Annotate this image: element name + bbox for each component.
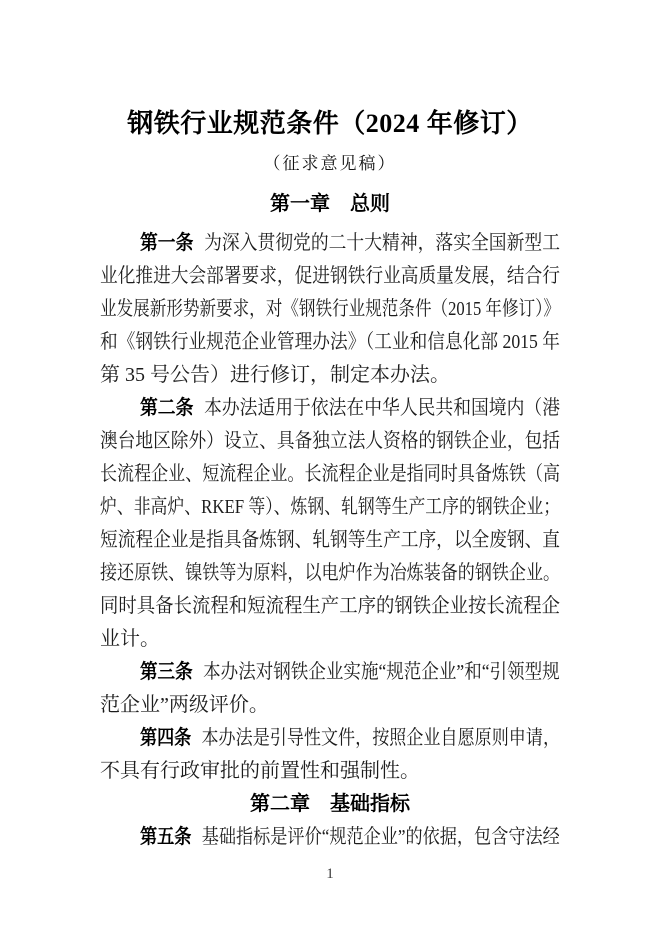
line-text: 炉、非高炉、RKEF 等）、炼钢、轧钢等生产工序的钢铁企业；	[100, 496, 560, 518]
text-line	[100, 227, 560, 260]
text-line	[100, 392, 560, 425]
text-line	[100, 326, 560, 359]
text-line	[100, 722, 560, 755]
line-text	[140, 392, 560, 425]
text-line	[100, 821, 560, 854]
line-text: 业计。	[100, 628, 160, 650]
article-2-text: 本办法适用于依法在中华人民共和国境内（港	[204, 397, 560, 419]
article-5	[100, 821, 560, 854]
line-text: 接还原铁、镍铁等为原料，以电炉作为冶炼装备的钢铁企业。	[100, 562, 560, 584]
line-text	[140, 821, 560, 854]
line-text: 业化推进大会部署要求，促进钢铁行业高质量发展，结合行	[100, 265, 560, 287]
article-4-text: 本办法是引导性文件，按照企业自愿原则申请，	[201, 727, 560, 749]
text-line	[100, 656, 560, 689]
text-line	[100, 590, 560, 623]
text-line	[100, 524, 560, 557]
line-text: 长流程企业、短流程企业。长流程企业是指同时具备炼铁（高	[100, 463, 560, 485]
article-5-term: 第五条	[140, 826, 192, 848]
text-line	[100, 491, 560, 524]
line-text: 范企业”两级评价。	[100, 694, 269, 716]
document-page	[0, 104, 660, 933]
line-text	[140, 656, 560, 689]
line-text	[140, 722, 560, 755]
text-line	[100, 293, 560, 326]
text-line	[100, 623, 560, 656]
text-line	[100, 755, 560, 788]
document-subtitle: （征求意见稿）	[263, 154, 397, 173]
article-3-text: 本办法对钢铁企业实施“规范企业”和“引领型规	[203, 661, 560, 683]
line-text: 短流程企业是指具备炼钢、轧钢等生产工序，以全废钢、直	[100, 529, 560, 551]
text-line	[100, 557, 560, 590]
article-4	[100, 722, 560, 788]
article-3-term: 第三条	[140, 661, 193, 683]
text-line	[100, 425, 560, 458]
line-text: 业发展新形势新要求，对《钢铁行业规范条件（2015 年修订）》	[100, 298, 560, 320]
article-2-term: 第二条	[140, 397, 194, 419]
text-line	[100, 689, 560, 722]
article-5-text: 基础指标是评价“规范企业”的依据，包含守法经	[201, 826, 560, 848]
page-number: 1	[326, 866, 334, 882]
line-text: 不具有行政审批的前置性和强制性。	[100, 760, 420, 782]
document-title: 钢铁行业规范条件（2024 年修订）	[127, 109, 533, 138]
chapter-2-heading: 第二章 基础指标	[250, 793, 410, 815]
text-line	[100, 260, 560, 293]
article-3	[100, 656, 560, 722]
line-text: 澳台地区除外）设立、具备独立法人资格的钢铁企业，包括	[100, 430, 560, 452]
article-4-term: 第四条	[140, 727, 192, 749]
article-2	[100, 392, 560, 656]
line-text	[140, 227, 560, 260]
text-line	[100, 359, 560, 392]
article-1-term: 第一条	[140, 232, 194, 254]
article-1	[100, 227, 560, 392]
line-text: 第 35 号公告）进行修订，制定本办法。	[100, 364, 450, 386]
chapter-1-heading: 第一章 总则	[270, 193, 390, 215]
line-text: 同时具备长流程和短流程生产工序的钢铁企业按长流程企	[100, 595, 560, 617]
article-1-text: 为深入贯彻党的二十大精神，落实全国新型工	[204, 232, 560, 254]
text-line	[100, 458, 560, 491]
line-text: 和《钢铁行业规范企业管理办法》（工业和信息化部 2015 年	[100, 331, 560, 353]
